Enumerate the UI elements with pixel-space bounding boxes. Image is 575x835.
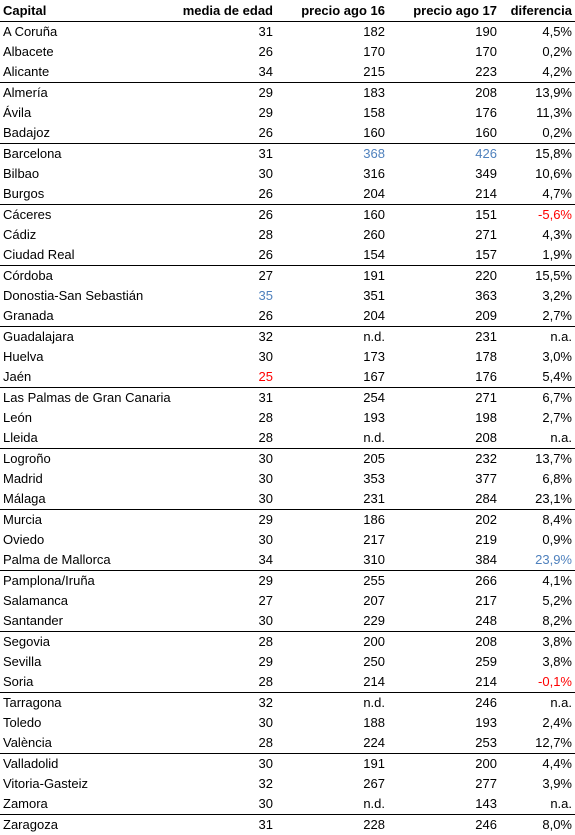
cell-precio-ago-16: 188: [276, 713, 388, 733]
table-row: [0, 327, 575, 348]
cell-capital: Madrid: [0, 469, 172, 489]
cell-precio-ago-16: 158: [276, 103, 388, 123]
cell-precio-ago-16: 368: [276, 144, 388, 165]
cell-diferencia: 4,7%: [500, 184, 575, 205]
cell-capital: Pamplona/Iruña: [0, 571, 172, 592]
cell-media-edad: 32: [172, 774, 276, 794]
cell-media-edad: 26: [172, 123, 276, 144]
cell-capital: Sevilla: [0, 652, 172, 672]
table-row: [0, 144, 575, 165]
cell-media-edad: 30: [172, 530, 276, 550]
cell-diferencia: 6,8%: [500, 469, 575, 489]
table-body: [0, 22, 575, 835]
table-row: [0, 245, 575, 266]
cell-media-edad: 32: [172, 693, 276, 714]
table-row: [0, 408, 575, 428]
cell-precio-ago-17: 143: [388, 794, 500, 815]
cell-capital: Jaén: [0, 367, 172, 388]
cell-media-edad: 34: [172, 550, 276, 571]
cell-diferencia: n.a.: [500, 327, 575, 348]
cell-precio-ago-16: 173: [276, 347, 388, 367]
table-row: [0, 347, 575, 367]
cell-diferencia: 4,4%: [500, 754, 575, 775]
cell-precio-ago-16: 254: [276, 388, 388, 409]
table-row: [0, 62, 575, 83]
cell-precio-ago-17: 176: [388, 367, 500, 388]
cell-capital: Segovia: [0, 632, 172, 653]
cell-precio-ago-17: 363: [388, 286, 500, 306]
cell-diferencia: -5,6%: [500, 205, 575, 226]
cell-diferencia: 23,1%: [500, 489, 575, 510]
cell-capital: Barcelona: [0, 144, 172, 165]
cell-precio-ago-16: 183: [276, 83, 388, 104]
cell-precio-ago-17: 246: [388, 815, 500, 835]
cell-precio-ago-16: 207: [276, 591, 388, 611]
table-row: [0, 388, 575, 409]
cell-capital: Las Palmas de Gran Canaria: [0, 388, 172, 409]
cell-media-edad: 27: [172, 591, 276, 611]
cell-media-edad: 28: [172, 733, 276, 754]
header-diferencia: diferencia: [500, 0, 575, 22]
cell-precio-ago-17: 193: [388, 713, 500, 733]
cell-diferencia: 23,9%: [500, 550, 575, 571]
cell-precio-ago-17: 259: [388, 652, 500, 672]
cell-capital: Córdoba: [0, 266, 172, 287]
cell-capital: Badajoz: [0, 123, 172, 144]
cell-precio-ago-16: 224: [276, 733, 388, 754]
table-header: [0, 0, 575, 22]
table-row: [0, 22, 575, 43]
cell-precio-ago-17: 178: [388, 347, 500, 367]
cell-diferencia: -0,1%: [500, 672, 575, 693]
cell-precio-ago-16: 160: [276, 205, 388, 226]
table-row: [0, 632, 575, 653]
cell-diferencia: 3,8%: [500, 632, 575, 653]
cell-media-edad: 28: [172, 408, 276, 428]
cell-media-edad: 31: [172, 388, 276, 409]
cell-media-edad: 30: [172, 469, 276, 489]
table-row: [0, 713, 575, 733]
cell-precio-ago-17: 220: [388, 266, 500, 287]
cell-precio-ago-16: 182: [276, 22, 388, 43]
table-row: [0, 225, 575, 245]
cell-precio-ago-16: 217: [276, 530, 388, 550]
header-capital: Capital: [0, 0, 172, 22]
cell-precio-ago-16: 267: [276, 774, 388, 794]
cell-capital: Bilbao: [0, 164, 172, 184]
cell-media-edad: 30: [172, 754, 276, 775]
cell-precio-ago-16: 229: [276, 611, 388, 632]
cell-media-edad: 30: [172, 347, 276, 367]
cell-diferencia: 8,0%: [500, 815, 575, 835]
table-row: [0, 367, 575, 388]
table-row: [0, 672, 575, 693]
cell-media-edad: 29: [172, 103, 276, 123]
cell-precio-ago-16: 250: [276, 652, 388, 672]
cell-precio-ago-16: 260: [276, 225, 388, 245]
cell-precio-ago-16: n.d.: [276, 693, 388, 714]
cell-capital: Huelva: [0, 347, 172, 367]
cell-precio-ago-16: 204: [276, 306, 388, 327]
cell-precio-ago-16: 204: [276, 184, 388, 205]
cell-media-edad: 25: [172, 367, 276, 388]
cell-precio-ago-16: n.d.: [276, 794, 388, 815]
cell-media-edad: 31: [172, 144, 276, 165]
cell-precio-ago-17: 232: [388, 449, 500, 470]
cell-capital: Alicante: [0, 62, 172, 83]
cell-precio-ago-17: 426: [388, 144, 500, 165]
cell-precio-ago-17: 219: [388, 530, 500, 550]
cell-precio-ago-17: 160: [388, 123, 500, 144]
cell-precio-ago-16: 186: [276, 510, 388, 531]
cell-precio-ago-17: 176: [388, 103, 500, 123]
cell-precio-ago-17: 271: [388, 388, 500, 409]
table-row: [0, 42, 575, 62]
cell-precio-ago-16: 205: [276, 449, 388, 470]
cell-capital: León: [0, 408, 172, 428]
cell-precio-ago-17: 349: [388, 164, 500, 184]
cell-capital: Cáceres: [0, 205, 172, 226]
cell-precio-ago-16: 154: [276, 245, 388, 266]
cell-precio-ago-17: 384: [388, 550, 500, 571]
cell-diferencia: 0,2%: [500, 123, 575, 144]
table-row: [0, 103, 575, 123]
cell-precio-ago-16: n.d.: [276, 428, 388, 449]
table-row: [0, 428, 575, 449]
cell-precio-ago-17: 231: [388, 327, 500, 348]
cell-diferencia: 3,9%: [500, 774, 575, 794]
cell-diferencia: 4,2%: [500, 62, 575, 83]
cell-media-edad: 27: [172, 266, 276, 287]
header-media-edad: media de edad: [172, 0, 276, 22]
cell-media-edad: 26: [172, 245, 276, 266]
cell-diferencia: 13,9%: [500, 83, 575, 104]
table-row: [0, 306, 575, 327]
cell-media-edad: 30: [172, 489, 276, 510]
cell-precio-ago-17: 190: [388, 22, 500, 43]
cell-precio-ago-17: 277: [388, 774, 500, 794]
cell-diferencia: 13,7%: [500, 449, 575, 470]
cell-diferencia: 6,7%: [500, 388, 575, 409]
cell-precio-ago-17: 284: [388, 489, 500, 510]
cell-precio-ago-16: 255: [276, 571, 388, 592]
cell-capital: Soria: [0, 672, 172, 693]
cell-precio-ago-16: 231: [276, 489, 388, 510]
cell-precio-ago-17: 157: [388, 245, 500, 266]
cell-capital: Cádiz: [0, 225, 172, 245]
cell-capital: Zamora: [0, 794, 172, 815]
cell-diferencia: 11,3%: [500, 103, 575, 123]
table-row: [0, 205, 575, 226]
table-row: [0, 123, 575, 144]
cell-media-edad: 28: [172, 428, 276, 449]
cell-precio-ago-17: 170: [388, 42, 500, 62]
cell-precio-ago-16: 351: [276, 286, 388, 306]
cell-diferencia: 3,2%: [500, 286, 575, 306]
table-row: [0, 733, 575, 754]
table-row: [0, 611, 575, 632]
cell-media-edad: 30: [172, 713, 276, 733]
table-row: [0, 571, 575, 592]
cell-precio-ago-16: n.d.: [276, 327, 388, 348]
cell-media-edad: 28: [172, 632, 276, 653]
cell-diferencia: 4,1%: [500, 571, 575, 592]
table-row: [0, 815, 575, 835]
cell-precio-ago-16: 316: [276, 164, 388, 184]
cell-capital: Oviedo: [0, 530, 172, 550]
cell-capital: Tarragona: [0, 693, 172, 714]
table-row: [0, 83, 575, 104]
table-row: [0, 754, 575, 775]
cell-capital: Ávila: [0, 103, 172, 123]
cell-diferencia: 2,4%: [500, 713, 575, 733]
cell-media-edad: 26: [172, 184, 276, 205]
table-row: [0, 449, 575, 470]
table-row: [0, 266, 575, 287]
table-row: [0, 510, 575, 531]
cell-diferencia: 15,8%: [500, 144, 575, 165]
cell-capital: Toledo: [0, 713, 172, 733]
cell-diferencia: 1,9%: [500, 245, 575, 266]
table-row: [0, 489, 575, 510]
cell-diferencia: 3,8%: [500, 652, 575, 672]
cell-capital: Almería: [0, 83, 172, 104]
cell-capital: A Coruña: [0, 22, 172, 43]
cell-media-edad: 30: [172, 164, 276, 184]
cell-precio-ago-17: 209: [388, 306, 500, 327]
cell-precio-ago-17: 377: [388, 469, 500, 489]
cell-precio-ago-16: 191: [276, 754, 388, 775]
cell-precio-ago-16: 167: [276, 367, 388, 388]
cell-precio-ago-17: 208: [388, 83, 500, 104]
cell-capital: Santander: [0, 611, 172, 632]
cell-diferencia: 2,7%: [500, 306, 575, 327]
cell-precio-ago-17: 202: [388, 510, 500, 531]
cell-precio-ago-16: 228: [276, 815, 388, 835]
cell-precio-ago-16: 214: [276, 672, 388, 693]
cell-diferencia: 4,5%: [500, 22, 575, 43]
table-row: [0, 184, 575, 205]
header-row: [0, 0, 575, 22]
cell-precio-ago-16: 215: [276, 62, 388, 83]
cell-precio-ago-17: 208: [388, 428, 500, 449]
cell-diferencia: 2,7%: [500, 408, 575, 428]
cell-precio-ago-17: 214: [388, 184, 500, 205]
cell-capital: Valladolid: [0, 754, 172, 775]
cell-diferencia: n.a.: [500, 794, 575, 815]
cell-capital: Logroño: [0, 449, 172, 470]
cell-precio-ago-16: 170: [276, 42, 388, 62]
cell-diferencia: 15,5%: [500, 266, 575, 287]
cell-precio-ago-17: 253: [388, 733, 500, 754]
cell-media-edad: 26: [172, 42, 276, 62]
table-row: [0, 469, 575, 489]
cell-precio-ago-16: 353: [276, 469, 388, 489]
cell-precio-ago-16: 160: [276, 123, 388, 144]
table-row: [0, 530, 575, 550]
header-precio-ago-16: precio ago 16: [276, 0, 388, 22]
cell-media-edad: 29: [172, 510, 276, 531]
cell-media-edad: 28: [172, 672, 276, 693]
cell-precio-ago-17: 198: [388, 408, 500, 428]
cell-precio-ago-17: 271: [388, 225, 500, 245]
cell-capital: Palma de Mallorca: [0, 550, 172, 571]
cell-diferencia: n.a.: [500, 693, 575, 714]
table-row: [0, 550, 575, 571]
cell-media-edad: 29: [172, 83, 276, 104]
table-row: [0, 164, 575, 184]
cell-media-edad: 28: [172, 225, 276, 245]
cell-capital: Albacete: [0, 42, 172, 62]
table-row: [0, 652, 575, 672]
cell-diferencia: 3,0%: [500, 347, 575, 367]
cell-precio-ago-17: 266: [388, 571, 500, 592]
cell-diferencia: 4,3%: [500, 225, 575, 245]
cell-media-edad: 26: [172, 205, 276, 226]
cell-precio-ago-17: 151: [388, 205, 500, 226]
cell-media-edad: 30: [172, 449, 276, 470]
cell-capital: Lleida: [0, 428, 172, 449]
cell-media-edad: 31: [172, 22, 276, 43]
cell-precio-ago-17: 200: [388, 754, 500, 775]
cell-precio-ago-16: 200: [276, 632, 388, 653]
table-row: [0, 286, 575, 306]
cell-media-edad: 34: [172, 62, 276, 83]
cell-diferencia: 8,4%: [500, 510, 575, 531]
cell-capital: Burgos: [0, 184, 172, 205]
cell-capital: València: [0, 733, 172, 754]
cell-precio-ago-17: 223: [388, 62, 500, 83]
cell-diferencia: 8,2%: [500, 611, 575, 632]
cell-diferencia: n.a.: [500, 428, 575, 449]
cell-media-edad: 32: [172, 327, 276, 348]
cell-capital: Zaragoza: [0, 815, 172, 835]
table-row: [0, 794, 575, 815]
cell-precio-ago-17: 214: [388, 672, 500, 693]
cell-precio-ago-17: 246: [388, 693, 500, 714]
cell-capital: Donostia-San Sebastián: [0, 286, 172, 306]
cell-precio-ago-16: 191: [276, 266, 388, 287]
table-row: [0, 774, 575, 794]
cell-precio-ago-17: 208: [388, 632, 500, 653]
cell-diferencia: 0,2%: [500, 42, 575, 62]
cell-capital: Salamanca: [0, 591, 172, 611]
cell-diferencia: 5,2%: [500, 591, 575, 611]
cell-media-edad: 26: [172, 306, 276, 327]
cell-capital: Vitoria-Gasteiz: [0, 774, 172, 794]
cell-capital: Málaga: [0, 489, 172, 510]
cell-media-edad: 35: [172, 286, 276, 306]
table-row: [0, 591, 575, 611]
table-row: [0, 693, 575, 714]
header-precio-ago-17: precio ago 17: [388, 0, 500, 22]
cell-capital: Guadalajara: [0, 327, 172, 348]
cell-diferencia: 0,9%: [500, 530, 575, 550]
cell-diferencia: 12,7%: [500, 733, 575, 754]
cell-diferencia: 5,4%: [500, 367, 575, 388]
cell-media-edad: 29: [172, 652, 276, 672]
cell-capital: Granada: [0, 306, 172, 327]
cell-capital: Murcia: [0, 510, 172, 531]
cell-capital: Ciudad Real: [0, 245, 172, 266]
cell-precio-ago-17: 248: [388, 611, 500, 632]
cell-precio-ago-16: 193: [276, 408, 388, 428]
cell-media-edad: 30: [172, 611, 276, 632]
cell-diferencia: 10,6%: [500, 164, 575, 184]
cell-precio-ago-16: 310: [276, 550, 388, 571]
cell-precio-ago-17: 217: [388, 591, 500, 611]
cell-media-edad: 29: [172, 571, 276, 592]
cell-media-edad: 30: [172, 794, 276, 815]
cell-media-edad: 31: [172, 815, 276, 835]
